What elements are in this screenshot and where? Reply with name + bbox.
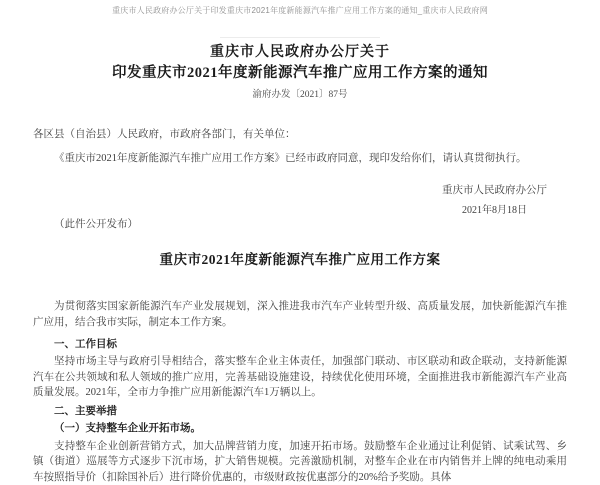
plan-title: 重庆市2021年度新能源汽车推广应用工作方案 — [33, 251, 567, 269]
notice-title-line1: 重庆市人民政府办公厅关于 — [33, 44, 567, 62]
section-2-heading: 二、主要举措 — [33, 404, 567, 419]
signature-organization: 重庆市人民政府办公厅 — [442, 183, 547, 198]
section-2-1-paragraph: 支持整车企业创新营销方式，加大品牌营销力度，加速开拓市场。鼓励整车企业通过让利促销、试乘试驾、乡镇（街道）巡展等方式逐步下沉市场，扩大销售规模。完善激励机制，对整车企业在市内销售并上牌的纯电动乘用车按照指导价（扣除国补后）进行降价优惠的，市级财政按优惠部分的20%给予奖励。具体 — [33, 439, 567, 485]
notice-title-line2: 印发重庆市2021年度新能源汽车推广应用工作方案的通知 — [33, 64, 567, 83]
signature-date: 2021年8月18日 — [442, 205, 547, 217]
salutation: 各区县（自治县）人民政府，市政府各部门，有关单位： — [33, 127, 567, 142]
document-number: 渝府办发〔2021〕87号 — [33, 89, 567, 101]
plan-intro-paragraph: 为贯彻落实国家新能源汽车产业发展规划，深入推进我市汽车产业转型升级、高质量发展，加快新能源汽车推广应用，结合我市实际，制定本工作方案。 — [33, 299, 567, 330]
top-divider — [220, 37, 380, 38]
section-1-paragraph: 坚持市场主导与政府引导相结合，落实整车企业主体责任，加强部门联动、市区联动和政企联动，支持新能源汽车在公共领域和私人领域的推广应用，完善基础设施建设，持续优化使用环境，全面推进我市新能源汽车产业高质量发展。2021年，全市力争推广应用新能源汽车1万辆以上。 — [33, 354, 567, 401]
public-release-note: （此件公开发布） — [33, 217, 567, 232]
section-2-1-heading: （一）支持整车企业开拓市场。 — [33, 421, 567, 436]
browser-page-title: 重庆市人民政府办公厅关于印发重庆市2021年度新能源汽车推广应用工作方案的通知_重庆市人民政府网 — [0, 0, 600, 16]
document-body — [0, 44, 600, 485]
notice-body-paragraph: 《重庆市2021年度新能源汽车推广应用工作方案》已经市政府同意，现印发给你们，请认真贯彻执行。 — [33, 151, 567, 166]
section-1-heading: 一、工作目标 — [33, 337, 567, 352]
signature-block — [442, 183, 547, 217]
